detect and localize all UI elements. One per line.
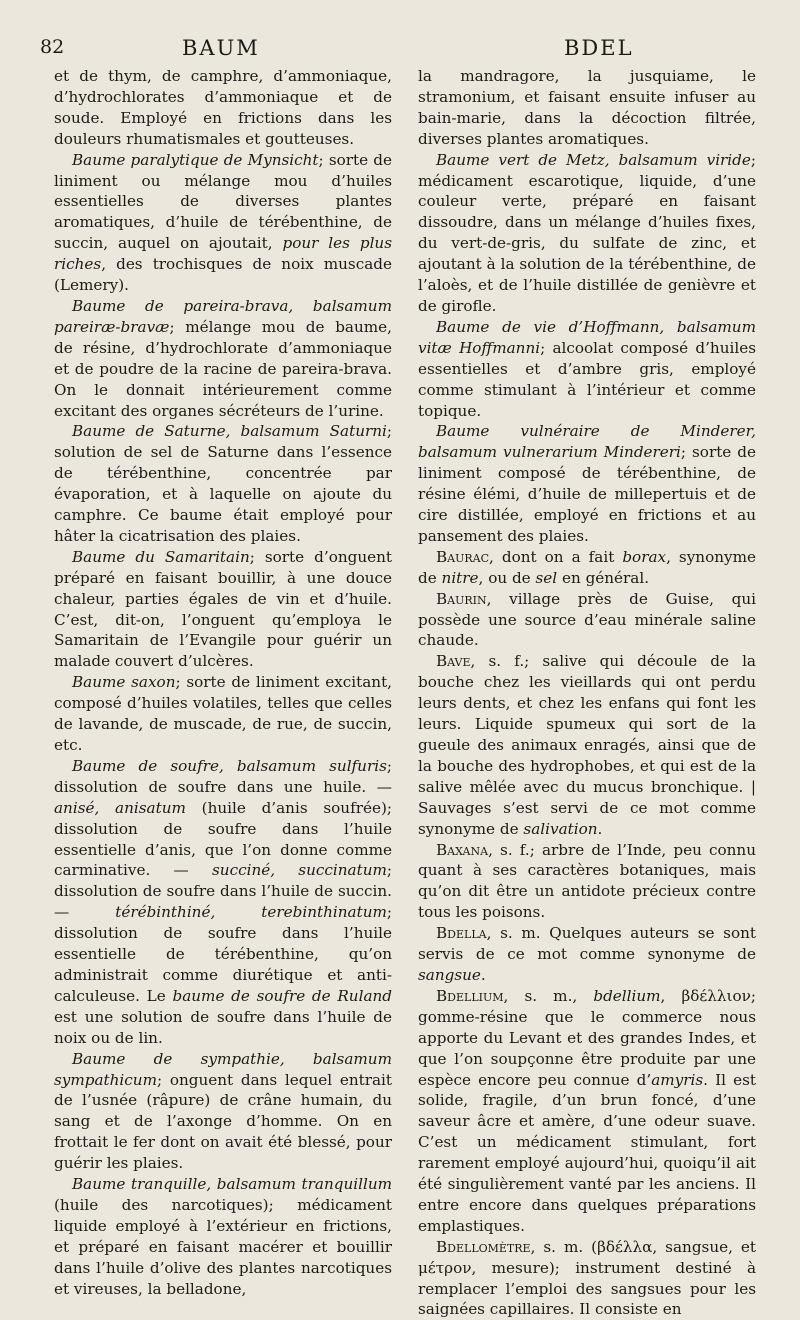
- right-running-head: BDEL: [564, 36, 634, 60]
- right-column: [418, 66, 756, 1320]
- dictionary-entry: Baume de vie d’Hoffmann, balsamum vitæ Hoffmanni; alcoolat composé d’huiles essentielles et d’ambre gris, employé comme stimulant à l’intérieur et comme topique.: [418, 317, 756, 420]
- dictionary-entry: Baume de pareira-brava, balsamum pareiræ-bravæ; mélange mou de baume, de résine, d’hydrochlorate d’ammoniaque et de poudre de la racine de pareira-brava. On le donnait intérieurement comme excitant des organes sécréteurs de l’urine.: [54, 296, 392, 420]
- dictionary-entry: Bdellomètre, s. m. (βδέλλα, sangsue, et μέτρον, mesure); instrument destiné à remplacer l’emploi des sangsues pour les saignées capillaires. Il consiste en: [418, 1237, 756, 1319]
- running-head: [40, 36, 778, 66]
- dictionary-entry: Baurac, dont on a fait borax, synonyme de nitre, ou de sel en général.: [418, 547, 756, 587]
- dictionary-entry: Bave, s. f.; salive qui découle de la bouche chez les vieillards qui ont perdu leurs dents, et chez les enfans qui font les leurs. Liquide spumeux qui sort de la gueule des animaux enragés, ainsi que de la bouche des hydrophobes, et qui est de la salive mêlée avec du mucus bronchique. | Sauvages s’est servi de ce mot comme synonyme de salivation.: [418, 652, 756, 838]
- dictionary-entry: Bdella, s. m. Quelques auteurs se sont servis de ce mot comme synonyme de sangsue.: [418, 924, 756, 984]
- dictionary-entry: Baume de sympathie, balsamum sympathicum; onguent dans lequel entrait de l’usnée (râpure) de crâne humain, du sang et de l’axonge d’homme. On en frottait le fer dont on avait été blessé, pour guérir les plaies.: [54, 1049, 392, 1173]
- dictionary-entry: Baurin, village près de Guise, qui possède une source d’eau minérale saline chaude.: [418, 589, 756, 650]
- dictionary-entry: Baume de soufre, balsamum sulfuris; dissolution de soufre dans une huile. — anisé, anisatum (huile d’anis soufrée); dissolution de soufre dans l’huile essentielle d’anis, que l’on donne comme carminative. — succiné, succinatum; dissolution de soufre dans l’huile de succin. — térébinthiné, terebinthinatum; dissolution de soufre dans l’huile essentielle de térébenthine, qu’on administrait comme diurétique et anti-calculeuse. Le baume de soufre de Ruland est une solution de soufre dans l’huile de noix ou de lin.: [54, 756, 393, 1047]
- dictionary-entry: Baume du Samaritain; sorte d’onguent préparé en faisant bouillir, à une douce chaleur, parties égales de vin et d’huile. C’est, dit-on, l’onguent qu’employa le Samaritain de l’Evangile pour guérir un malade couvert d’ulcères.: [54, 547, 392, 671]
- text-columns: [54, 66, 778, 1320]
- dictionary-entry: et de thym, de camphre, d’ammoniaque, d’hydrochlorates d’ammoniaque et de soude. Employé en frictions dans les douleurs rhumatismales et goutteuses.: [54, 67, 392, 148]
- left-column: [54, 66, 392, 1320]
- dictionary-entry: Baxana, s. f.; arbre de l’Inde, peu connu quant à ses caractères botaniques, mais qu’on dit être un antidote précieux contre tous les poisons.: [418, 840, 756, 922]
- dictionary-entry: Baume de Saturne, balsamum Saturni; solution de sel de Saturne dans l’essence de térébenthine, concentrée par évaporation, et à laquelle on ajoute du camphre. Ce baume était employé pour hâter la cicatrisation des plaies.: [54, 422, 392, 545]
- dictionary-entry: Baume vulnéraire de Minderer, balsamum vulnerarium Mindereri; sorte de liniment composé de térébenthine, de résine élémi, d’huile de millepertuis et de cire distillée, employé en frictions et au pansement des plaies.: [418, 422, 756, 545]
- dictionary-entry: Baume tranquille, balsamum tranquillum (huile des narcotiques); médicament liquide employé à l’extérieur en frictions, et préparé en faisant macérer et bouillir dans l’huile d’olive des plantes narcotiques et vireuses, la belladone,: [54, 1175, 392, 1298]
- dictionary-entry: Baume paralytique de Mynsicht; sorte de liniment ou mélange mou d’huiles essentielles de diverses plantes aromatiques, d’huile de térébenthine, de succin, auquel on ajoutait, pour les plus riches, des trochisques de noix muscade (Lemery).: [54, 150, 393, 295]
- dictionary-entry: Baume saxon; sorte de liniment excitant, composé d’huiles volatiles, telles que celles de lavande, de muscade, de rue, de succin, etc.: [54, 673, 392, 754]
- page-number: 82: [40, 36, 65, 58]
- dictionary-entry: Bdellium, s. m., bdellium, βδέλλιον; gomme-résine que le commerce nous apporte du Levant et des grandes Indes, et que l’on soupçonne être produite par une espèce encore peu connue d’amyris. Il est solide, fragile, d’un brun foncé, d’une saveur âcre et amère, d’une odeur suave. C’est un médicament stimulant, fort rarement employé aujourd’hui, quoiqu’il ait été singulièrement vanté par les anciens. Il entre encore dans quelques préparations emplastiques.: [418, 986, 756, 1235]
- dictionary-entry: Baume vert de Metz, balsamum viride; médicament escarotique, liquide, d’une couleur verte, préparé en faisant dissoudre, dans un mélange d’huiles fixes, du vert-de-gris, du sulfate de zinc, et ajoutant à la solution de la térébenthine, de l’aloès, et de l’huile distillée de genièvre et de girofle.: [418, 150, 756, 315]
- dictionary-entry: la mandragore, la jusquiame, le stramonium, et faisant ensuite infuser au bain-marie, dans la décoction filtrée, diverses plantes aromatiques.: [418, 67, 756, 148]
- left-running-head: BAUM: [182, 36, 260, 60]
